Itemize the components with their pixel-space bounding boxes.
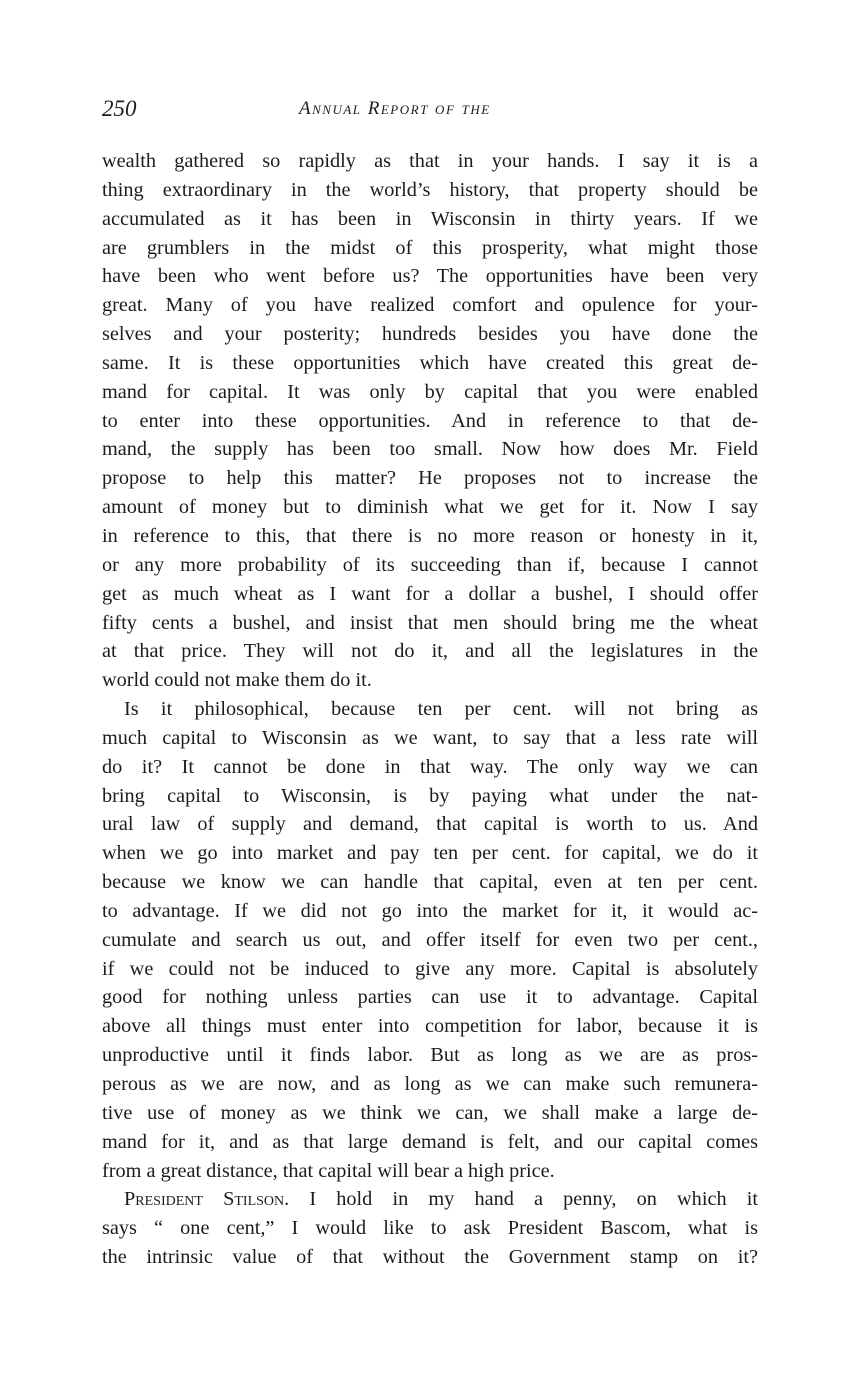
text-line: thing extraordinary in the world’s history, that property should be [102,178,758,201]
text-line: bring capital to Wisconsin, is by paying what under the nat- [102,784,758,807]
text-line: to advantage. If we did not go into the market for it, it would ac- [102,899,758,922]
text-line: much capital to Wisconsin as we want, to say that a less rate will [102,726,758,749]
running-head: Annual Report of the [299,98,491,119]
speaker-name: President Stilson. [124,1188,290,1211]
text-line: or any more probability of its succeeding than if, because I cannot [102,553,758,576]
text-line: fifty cents a bushel, and insist that men should bring me the wheat [102,611,758,634]
text-line: ural law of supply and demand, that capital is worth to us. And [102,813,758,836]
text-line: are grumblers in the midst of this prosperity, what might those [102,236,758,259]
text-line: the intrinsic value of that without the Government stamp on it? [102,1246,758,1269]
text-line: mand for capital. It was only by capital that you were enabled [102,380,758,403]
text-line: above all things must enter into competition for labor, because it is [102,1015,758,1038]
text-line: selves and your posterity; hundreds besides you have done the [102,323,758,346]
text-line: amount of money but to diminish what we get for it. Now I say [102,496,758,519]
text-line: perous as we are now, and as long as we can make such remunera- [102,1073,758,1095]
text-line-rest: I hold in my hand a penny, on which it [309,1188,759,1211]
text-line: world could not make them do it. [102,669,372,692]
body-text [102,147,758,1272]
page-header [102,96,762,130]
text-line: mand for it, and as that large demand is felt, and our capital comes [102,1130,758,1153]
text-line: Is it philosophical, because ten per cent. will not bring as [124,698,758,721]
text-line: mand, the supply has been too small. Now how does Mr. Field [102,438,758,461]
text-line: good for nothing unless parties can use it to advantage. Capital [102,986,758,1009]
text-line: wealth gathered so rapidly as that in your hands. I say it is a [102,150,758,172]
text-line: says “ one cent,” I would like to ask President Bascom, what is [102,1217,758,1240]
text-line: have been who went before us? The opportunities have been very [102,265,758,288]
paragraph [102,147,758,695]
text-line: from a great distance, that capital will bear a high price. [102,1159,555,1182]
paragraph [102,695,758,1185]
text-line: because we know we can handle that capital, even at ten per cent. [102,871,758,894]
text-line: unproductive until it finds labor. But as long as we are as pros- [102,1044,758,1067]
text-line: cumulate and search us out, and offer itself for even two per cent., [102,928,758,951]
text-line: get as much wheat as I want for a dollar a bushel, I should offer [102,582,758,605]
text-line: do it? It cannot be done in that way. The only way we can [102,755,758,778]
text-line [102,1185,758,1214]
page-number: 250 [102,96,137,121]
text-line: at that price. They will not do it, and all the legislatures in the [102,640,758,663]
text-line: when we go into market and pay ten per cent. for capital, we do it [102,842,758,865]
text-line: same. It is these opportunities which have created this great de- [102,351,758,374]
text-line: propose to help this matter? He proposes not to increase the [102,467,758,490]
text-line: great. Many of you have realized comfort and opulence for your- [102,294,758,317]
text-line: accumulated as it has been in Wisconsin in thirty years. If we [102,207,758,230]
text-line: in reference to this, that there is no more reason or honesty in it, [102,524,758,547]
text-line: tive use of money as we think we can, we shall make a large de- [102,1101,758,1124]
text-line: to enter into these opportunities. And in reference to that de- [102,409,758,432]
text-line: if we could not be induced to give any more. Capital is absolutely [102,957,758,980]
paragraph [102,1185,758,1272]
